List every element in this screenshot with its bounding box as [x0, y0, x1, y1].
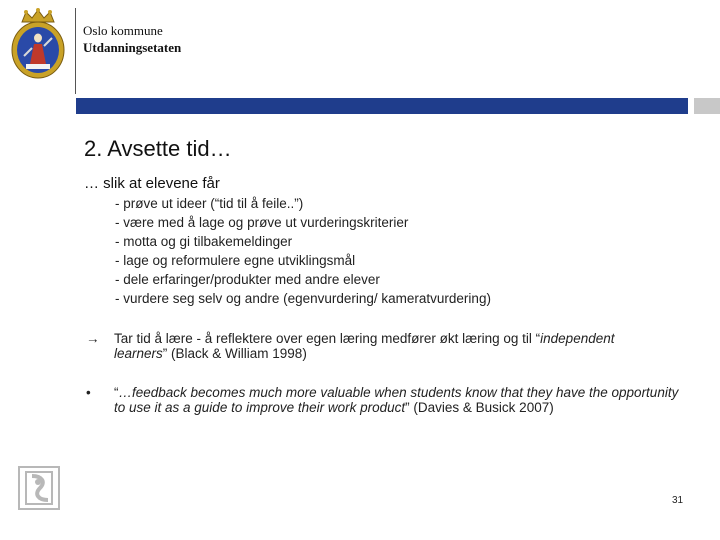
- org-name: Oslo kommune: [83, 23, 163, 38]
- header-bar: [76, 98, 688, 114]
- item-list: [115, 194, 491, 308]
- list-item: - lage og reformulere egne utviklingsmål: [115, 253, 356, 268]
- arrow-text-a: Tar tid å lære - å reflektere over egen læring medfører økt læring og til “: [114, 331, 541, 346]
- arrow-text-italic: independent learners: [114, 331, 615, 361]
- department-name: Utdanningsetaten: [83, 40, 182, 55]
- list-item: - prøve ut ideer (“tid til å feile..”): [115, 196, 304, 211]
- list-item: - vurdere seg selv og andre (egenvurdering/ kameratvurdering): [115, 291, 491, 306]
- bullet-text-italic: …feedback becomes much more valuable when students know that they have the opportunity to use it as a guide to improve their work product: [114, 385, 679, 415]
- header-divider: [75, 8, 76, 94]
- oslo-coat-of-arms-icon: [8, 8, 68, 80]
- bullet-point: [86, 385, 686, 415]
- organization-header: [83, 22, 181, 56]
- header-bar-end: [694, 98, 720, 114]
- arrow-right-icon: →: [86, 331, 100, 346]
- arrow-point: [86, 331, 646, 361]
- slide-title: 2. Avsette tid…: [84, 136, 232, 161]
- list-item: - motta og gi tilbakemeldinger: [115, 234, 293, 249]
- page-number: 31: [672, 495, 684, 506]
- bullet-point-text: [114, 385, 686, 415]
- oslo-emblem-icon: [18, 466, 60, 510]
- list-item: - dele erfaringer/produkter med andre elever: [115, 272, 380, 287]
- bullet-text-a: “: [114, 385, 119, 400]
- arrow-text-b: ” (Black & William 1998): [162, 346, 307, 361]
- bullet-icon: •: [86, 385, 91, 400]
- bullet-text-b: ” (Davies & Busick 2007): [405, 400, 554, 415]
- slide-subtitle: … slik at elevene får: [84, 175, 220, 192]
- list-item: - være med å lage og prøve ut vurderingskriterier: [115, 215, 409, 230]
- arrow-point-text: [114, 331, 646, 361]
